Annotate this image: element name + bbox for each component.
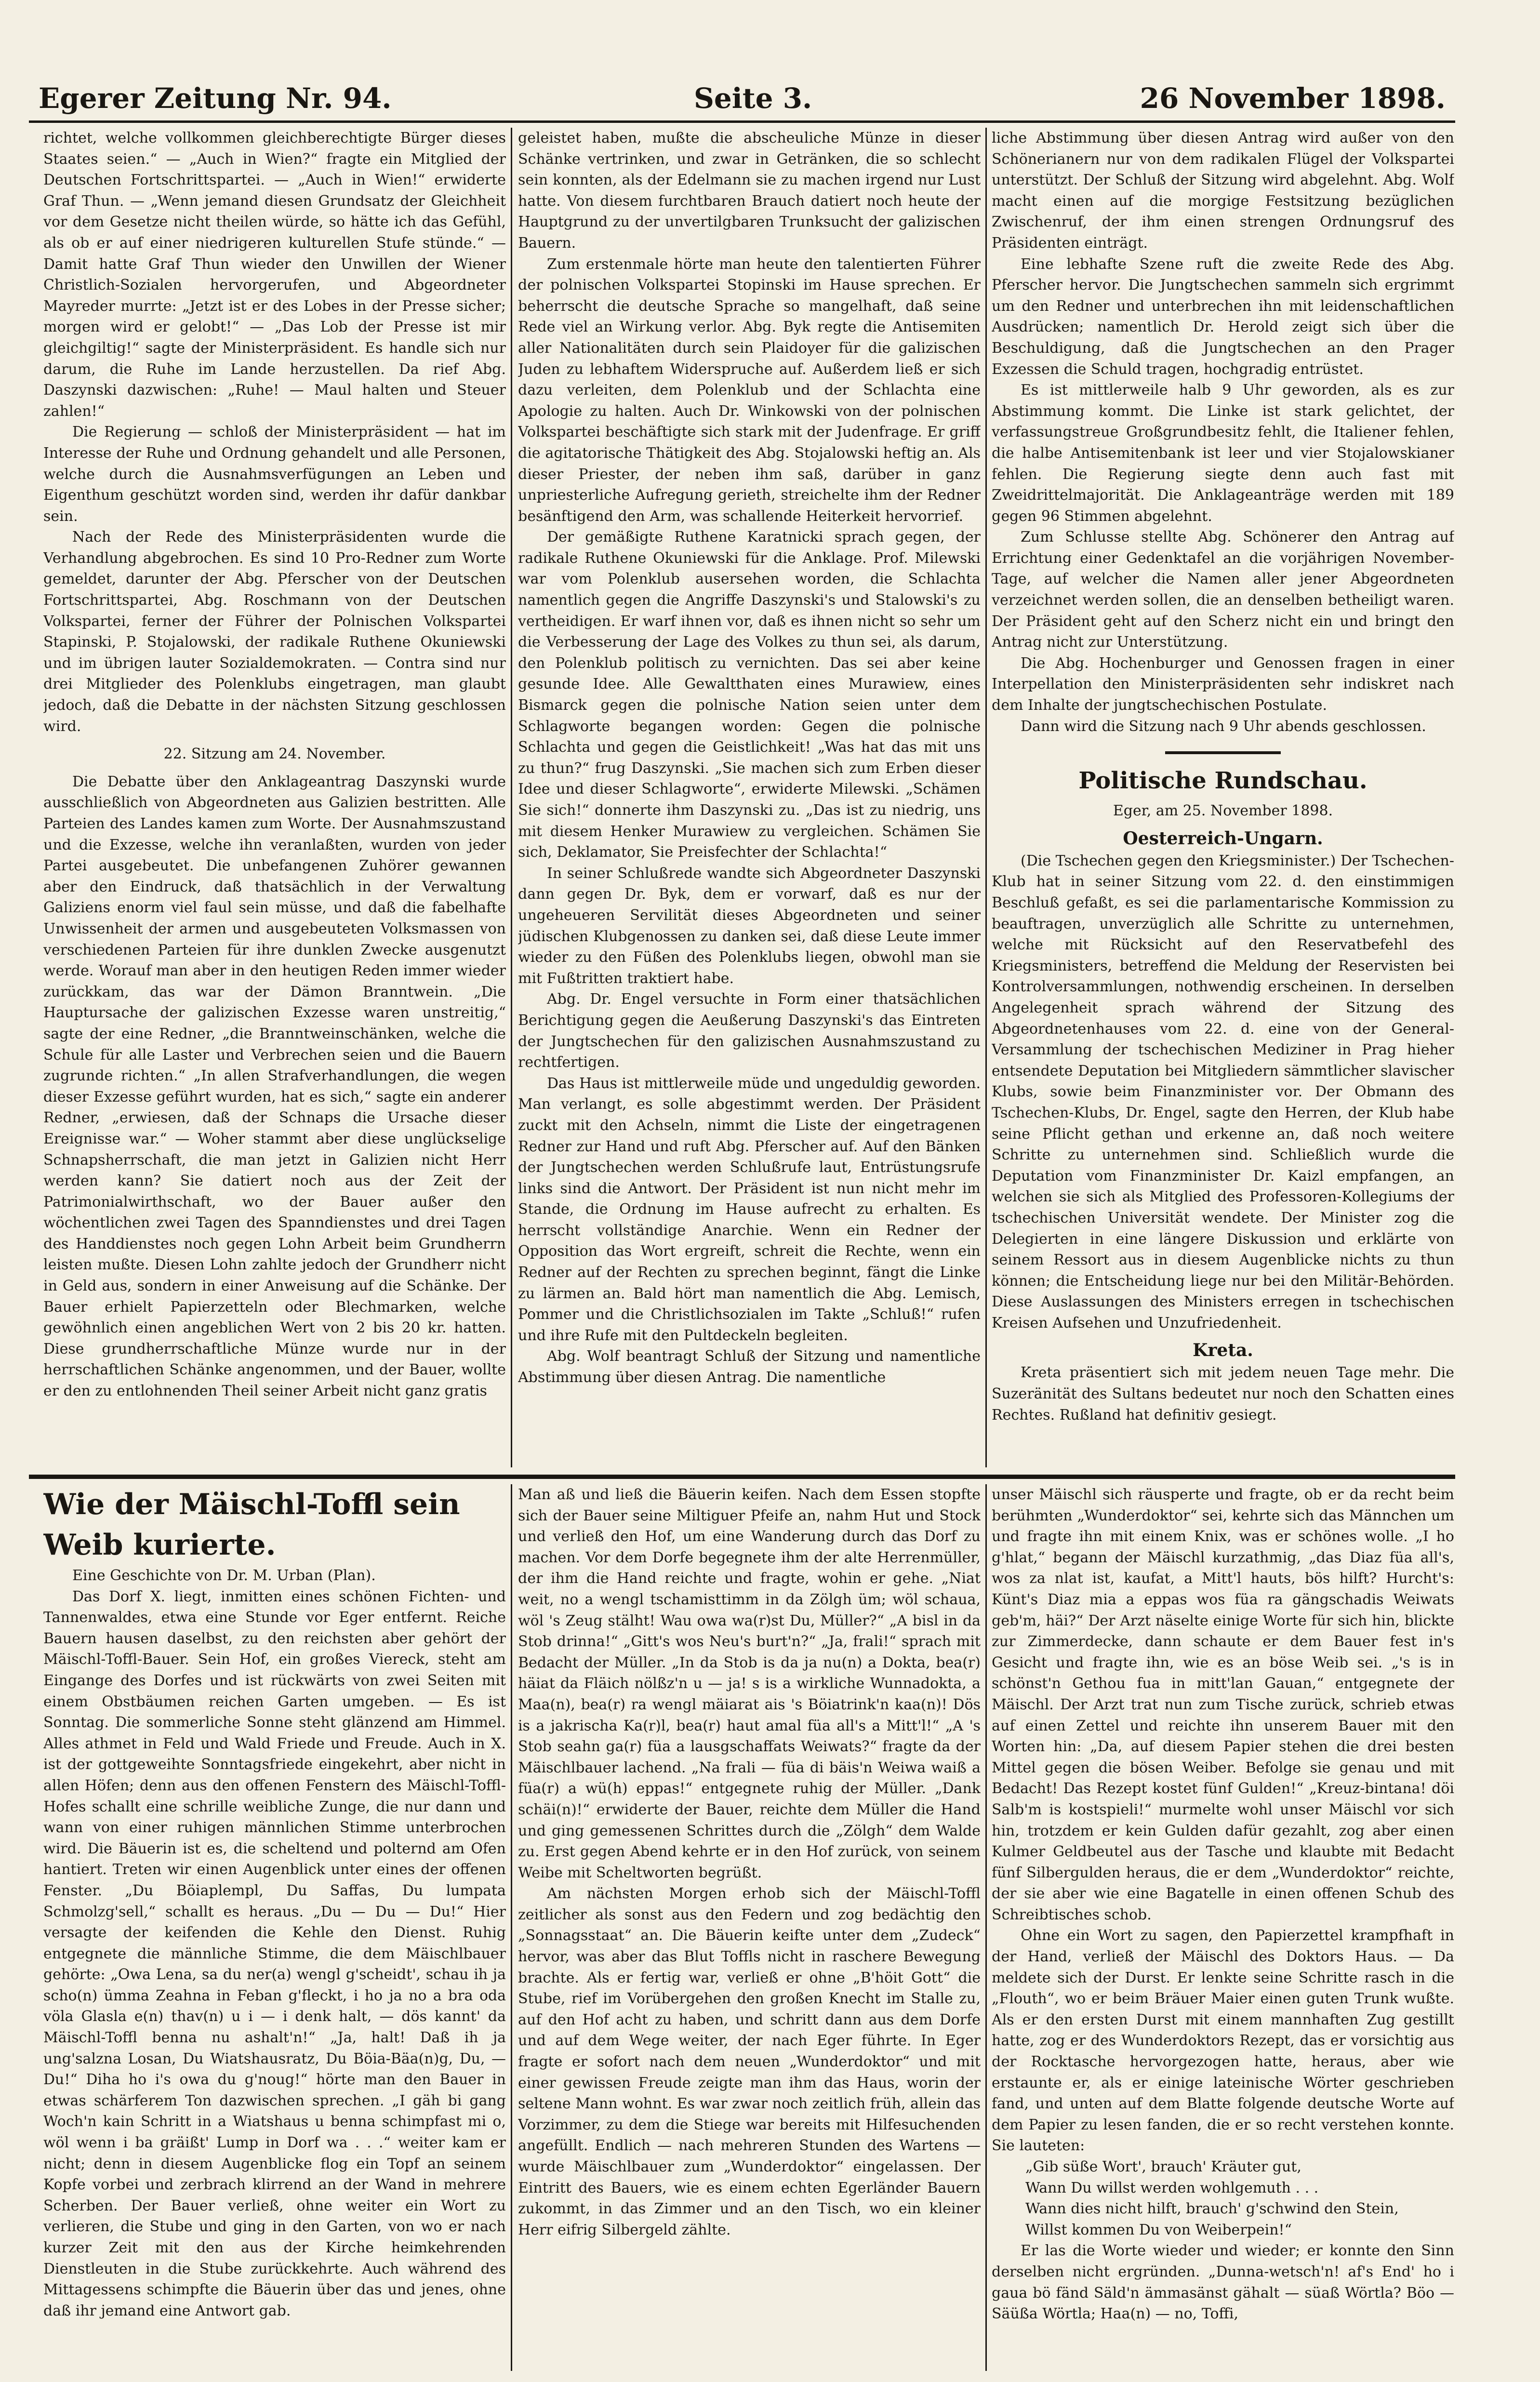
paragraph: Nach der Rede des Ministerpräsidenten wurde die Verhandlung abgebrochen. Es sind 10 Pro-Redner zum Worte gemeldet, darunter der Abg. Pferscher von der Deutschen Fortschrittspartei, Abg. Roschmann von der Deutschen Volkspartei, ferner der Führer der Polnischen Volkspartei Stapinski, P. Stojalowski, der radikale Ruthene Okuniewski und im übrigen lauter Sozialdemokraten. — Contra sind nur drei Mitglieder des Polenklubs eingetragen, man glaubt jedoch, daß die Debatte in der nächsten Sitzung geschlossen wird. <box>43 529 506 735</box>
story-title: Wie der Mäischl-Toffl sein Weib kurierte. <box>43 1488 460 1562</box>
paragraph: Die Abg. Hochenburger und Genossen fragen in einer Interpellation den Ministerpräsidenten sehr indiskret nach dem Inhalte der jungtschechischen Postulate. <box>992 654 1454 714</box>
column-divider <box>985 128 987 1467</box>
paragraph: In seiner Schlußrede wandte sich Abgeordneter Daszynski dann gegen Dr. Byk, dem er vorwarf, daß es nur der ungeheueren Servilität dieses Abgeordneten und seiner jüdischen Klubgenossen zu danken sei, daß diese Leute immer wieder zu den Füßen des Polenklubs liegen, obwohl man sie mit Fußtritten traktiert habe. <box>518 865 981 987</box>
paragraph: Am nächsten Morgen erhob sich der Mäischl-Toffl zeitlicher als sonst aus den Federn und zog bedächtig den „Sonnagsstaat“ an. Die Bäuerin keifte unter dem „Zudeck“ hervor, was aber das Blut Toffls nicht in raschere Bewegung brachte. Als er fertig war, verließ er ohne „B'höit Gott“ die Stube, rief im Vorübergehen den großen Knecht im Stalle zu, auf den Hof acht zu haben, und schritt dann aus dem Dorfe und auf dem Wege weiter, der nach Eger führte. In Eger fragte er sofort nach dem neuen „Wunderdoktor“ und mit einer gewissen Freude zeigte man ihm das Haus, worin der seltene Mann wohnt. Es war zwar noch zeitlich früh, allein das Vorzimmer, zu dem die Stiege war bereits mit Hilfesuchenden angefüllt. Endlich — nach mehreren Stunden des Wartens — wurde Mäischlbauer zum „Wunderdoktor“ eingelassen. Der Eintritt des Bauers, wie es einem echten Egerländer Bauern zukommt, in das Zimmer und an den Tisch, wo ein kleiner Herr eifrig Silbergeld zählte. <box>518 1885 981 2238</box>
paragraph: Kreta präsentiert sich mit jedem neuen Tage mehr. Die Suzeränität des Sultans bedeutet nur noch den Schatten eines Rechtes. Rußland hat definitiv gesiegt. <box>992 1364 1454 1424</box>
paragraph: Man aß und ließ die Bäuerin keifen. Nach dem Essen stopfte sich der Bauer seine Miltiguer Pfeife an, nahm Hut und Stock und verließ den Hof, um eine Wanderung durch das Dorf zu machen. Vor dem Dorfe begegnete ihm der alte Herrenmüller, der ihm die Hand reichte und fragte, wohin er gehe. „Niat weit, no a wengl tschamisttimm in da Zölgh üm; wöl schaua, wöl 's Zeug stälht! Wau owa wa(r)st Du, Müller?“ „A bisl in da Stob drinna!“ „Gitt's wos Neu's burt'n?“ „Ja, frali!“ sprach mit Bedacht der Müller. „In da Stob is da ja nu(n) a Dokta, bea(r) häiat da Fläich nölßz'n u — ja! s is a wirkliche Wunnadokta, a Maa(n), bea(r) ra wengl mäiarat ais 's Böiatrink'n kaa(n)! Dös is a jakrischa Ka(r)l, bea(r) haut amal füa all's a Mitt'l!“ „A 's Stob seahn ga(r) füa a lausgschaffats Weiwats?“ fragte da der Mäischlbauer lachend. „Na frali — füa di bäis'n Weiwa waiß a füa(r) a wü(h) eppas!“ entgegnete ruhig der Müller. „Dank schäi(n)!“ erwiderte der Bauer, reichte dem Müller die Hand und ging gemessenen Schrittes durch die „Zölgh“ dem Walde zu. Erst gegen Abend kehrte er in den Hof zurück, von seinem Weibe mit Scheltworten begrüßt. <box>518 1486 981 1881</box>
paragraph: Die Regierung — schloß der Ministerpräsident — hat im Interesse der Ruhe und Ordnung gehandelt und alle Personen, welche durch die Ausnahmsverfügungen an Leben und Eigenthum geschützt worden sind, werden ihr dafür dankbar sein. <box>43 424 506 525</box>
header-date: 26 November 1898. <box>1140 82 1446 115</box>
paragraph: Ohne ein Wort zu sagen, den Papierzettel krampfhaft in der Hand, verließ der Mäischl des Doktors Haus. — Da meldete sich der Durst. Er lenkte seine Schritte rasch in die „Flouth“, wo er beim Bräuer Maier einen guten Trunk wußte. Als er den ersten Durst mit einem mannhaften Zug gestillt hatte, zog er des Wunderdoktors Rezept, das er vorsichtig aus der Rocktasche hervorgezogen hatte, heraus, aber wie erstaunte er, als er einige lateinische Wörter geschrieben fand, und unten auf dem Blatte folgende deutsche Worte auf dem Papier zu lesen fanden, die er so recht verstehen konnte. Sie lauteten: <box>992 1927 1454 2155</box>
verse-line: Wann Du willst werden wohlgemuth . . . <box>1025 2179 1319 2196</box>
section-divider <box>1165 751 1281 754</box>
paragraph: Das Haus ist mittlerweile müde und ungeduldig geworden. Man verlangt, es solle abgestimmt werden. Der Präsident zuckt mit den Achseln, nimmt die Liste der eingetragenen Redner zur Hand und ruft Abg. Pferscher auf. Auf den Bänken der Jungtschechen werden Schlußrufe laut, Entrüstungsrufe links sind die Antwort. Der Präsident ist nun nicht mehr im Stande, die Ordnung im Hause aufrecht zu erhalten. Es herrscht vollständige Anarchie. Wenn ein Redner der Opposition das Wort ergreift, schreit die Rechte, wenn ein Redner auf der Rechten zu sprechen beginnt, fängt die Linke zu lärmen an. Bald hört man namentlich die Abg. Lemisch, Pommer und die Christlichsozialen im Takte „Schluß!“ rufen und ihre Rufe mit den Pultdeckeln begleiten. <box>518 1075 981 1344</box>
paragraph: Zum Schlusse stellte Abg. Schönerer den Antrag auf Errichtung einer Gedenktafel an die vorjährigen November-Tage, auf welcher die Namen aller jener Abgeordneten verzeichnet werden sollen, die an denselben betheiligt waren. Der Präsident geht auf den Scherz nicht ein und bringt den Antrag nicht zur Unterstützung. <box>992 529 1454 651</box>
paragraph: liche Abstimmung über diesen Antrag wird außer von den Schönerianern nur von dem radikalen Flügel der Volkspartei unterstützt. Der Schluß der Sitzung wird abgelehnt. Abg. Wolf macht einen auf die morgige Festsitzung bezüglichen Zwischenruf, der ihm einen strengen Ordnungsruf des Präsidenten einträgt. <box>992 130 1454 252</box>
verse-line: „Gib süße Wort', brauch' Kräuter gut, <box>1025 2158 1301 2175</box>
paragraph: Dann wird die Sitzung nach 9 Uhr abends geschlossen. <box>1021 718 1426 735</box>
story-column-2 <box>518 1484 981 2371</box>
paragraph: Abg. Wolf beantragt Schluß der Sitzung und namentliche Abstimmung über diesen Antrag. Die namentliche <box>518 1348 981 1386</box>
verse-line: Wann dies nicht hilft, brauch' g'schwind den Stein, <box>1025 2200 1399 2218</box>
rundschau-title: Politische Rundschau. <box>1078 767 1367 795</box>
header-rule <box>29 120 1455 123</box>
rundschau-dateline: Eger, am 25. November 1898. <box>1113 802 1333 820</box>
header-newspaper-issue: Egerer Zeitung Nr. 94. <box>39 82 392 115</box>
austria-heading: Oesterreich-Ungarn. <box>1123 828 1323 849</box>
story-subtitle: Eine Geschichte von Dr. M. Urban (Plan). <box>72 1567 376 1584</box>
paragraph: Abg. Dr. Engel versuchte in Form einer thatsächlichen Berichtigung gegen die Aeußerung Daszynski's das Eintreten der Jungtschechen für den galizischen Ausnahmszustand zu rechtfertigen. <box>518 991 981 1071</box>
page-header <box>29 72 1455 116</box>
paragraph: Zum erstenmale hörte man heute den talentierten Führer der polnischen Volkspartei Stopinski im Hause sprechen. Er beherrscht die deutsche Sprache so mangelhaft, daß seine Rede viel an Wirkung verlor. Abg. Byk regte die Antisemiten aller Nationalitäten durch sein Plaidoyer für die galizischen Juden zu lebhaftem Widerspruche auf. Außerdem ließ er sich dazu verleiten, dem Polenklub und der Schlachta eine Apologie zu halten. Auch Dr. Winkowski von der polnischen Volkspartei beschäftigte sich stark mit der Judenfrage. Er griff die agitatorische Thätigkeit des Abg. Stojalowski heftig an. Als dieser Priester, der neben ihm saß, darüber in ganz unpriesterliche Aufregung gerieth, streichelte ihm der Redner besänftigend den Arm, was schallende Heiterkeit hervorrief. <box>518 255 981 525</box>
article-column-2 <box>518 128 981 1467</box>
paragraph: unser Mäischl sich räusperte und fragte, ob er da recht beim berühmten „Wunderdoktor“ sei, kehrte sich das Männchen um und fragte ihn mit einem Knix, was er schönes wolle. „I ho g'hlat,“ begann der Mäischl kurzathmig, „das Diaz füa all's, wos za nlat ist, kaufat, a Mitt'l hauts, bös hilft? Hurcht's: Künt's Diaz mia a eppas wos füa ra gängschadis Weiwats geb'm, häi?“ Der Arzt näselte einige Worte für sich hin, blickte zur Zimmerdecke, dann schaute er dem Bauer fest in's Gesicht und fragte ihn, wie es an böse Weib sei. „'s is in schönst'n Gethou fua in mitt'lan Gauan,“ entgegnete der Mäischl. Der Arzt trat nun zum Tische zurück, schrieb etwas auf einen Zettel und reichte ihn unserem Bauer mit den Worten hin: „Da, auf diesem Papier stehen die drei besten Mittel gegen die bösen Weiber. Befolge sie genau und mit Bedacht! Das Rezept kostet fünf Gulden!“ „Kreuz-bintana! döi Salb'm is kostspieli!“ murmelte wohl unser Mäischl vor sich hin, trotzdem er kein Gulden dafür gezahlt, zog aber einen Kulmer Geldbeutel aus der Tasche und klaubte mit Bedacht fünf Silbergulden heraus, die er dem „Wunderdoktor“ reichte, der sie aber wie eine Bagatelle in einen offenen Schub des Schreibtisches schob. <box>992 1486 1454 1923</box>
column-divider <box>985 1484 987 2371</box>
verse-line: Willst kommen Du von Weiberpein!“ <box>1025 2221 1292 2238</box>
paragraph: Das Dorf X. liegt, inmitten eines schönen Fichten- und Tannenwaldes, etwa eine Stunde vor Eger entfernt. Reiche Bauern hausen daselbst, zu den reichsten aber gehört der Mäischl-Toffl-Bauer. Sein Hof, ein großes Viereck, steht am Eingange des Dorfes und ist rückwärts von zwei Seiten mit einem Obstbäumen reichen Garten umgeben. — Es ist Sonntag. Die sommerliche Sonne steht glänzend am Himmel. Alles athmet in Feld und Wald Friede und Freude. Auch in X. ist der gottgeweihte Sonntagsfriede eingekehrt, aber nicht in allen Höfen; denn aus den offenen Fenstern des Mäischl-Toffl-Hofes schallt eine schrille weibliche Zunge, die nur dann und wann von einer ruhigen männlichen Stimme unterbrochen wird. Die Bäuerin ist es, die scheltend und polternd am Ofen hantiert. Treten wir einen Augenblick unter eines der offenen Fenster. „Du Böiaplempl, Du Saffas, Du lumpata Schmolzg'sell,“ schallt es heraus. „Du — Du — Du!“ Hier versagte der keifenden die Kehle den Dienst. Ruhig entgegnete die männliche Stimme, die dem Mäischlbauer gehörte: „Owa Lena, sa du ner(a) wengl g'scheidt', schau ih ja scho(n) ümma Zeahna in Feban g'fleckt, i ho ja no a bra oda völa Glasla e(n) thav(n) u i — i denk halt, — dös kannt' da Mäischl-Toffl benna nu ashalt'n!“ „Ja, halt! Daß ih ja ung'salzna Losan, Du Wiatshausratz, Du Böia-Bäa(n)g, Du, — Du!“ Diha ho i's owa du g'noug!“ hörte man den Bauer in etwas schärferem Ton dazwischen sprechen. „I gäh bi gang Woch'n kain Schritt in a Wiatshaus u benna schimpfast mi o, wöl wenn i ba gräißt' Lump in Dorf wa . . .“ weiter kam er nicht; denn in diesem Augenblicke flog ein Topf an seinem Kopfe vorbei und zerbrach klirrend an der Wand in mehrere Scherben. Der Bauer verließ, ohne weiter ein Wort zu verlieren, die Stube und ging in den Garten, von wo er nach kurzer Zeit mit den aus der Kirche heimkehrenden Dienstleuten in die Stube zurückkehrte. Auch während des Mittagessens schimpfte die Bäuerin über das und jenes, ohne daß ihr jemand eine Antwort gab. <box>43 1588 506 2319</box>
paragraph: geleistet haben, mußte die abscheuliche Münze in dieser Schänke vertrinken, und zwar in Getränken, die so schlecht sein konnten, als der Edelmann sie zu machen irgend nur Lust hatte. Von diesem furchtbaren Brauch datiert noch heute der Hauptgrund zu der unvertilgbaren Trunksucht der galizischen Bauern. <box>518 130 981 252</box>
article-column-3 <box>992 128 1454 1467</box>
column-divider <box>511 1484 512 2371</box>
story-column-1 <box>43 1484 506 2371</box>
story-column-3 <box>992 1484 1454 2371</box>
paragraph: richtet, welche vollkommen gleichberechtigte Bürger dieses Staates seien.“ — „Auch in Wien?“ fragte ein Mitglied der Deutschen Fortschrittspartei. — „Auch in Wien!“ erwiderte Graf Thun. — „Wenn jemand diesen Grundsatz der Gleichheit vor dem Gesetze nicht theilen würde, so hätte ich das Gefühl, als ob er auf einer niedrigeren kulturellen Stufe stünde.“ — Damit hatte Graf Thun wieder den Unwillen der Wiener Christlich-Sozialen hervorgerufen, und Abgeordneter Mayreder murrte: „Jetzt ist er des Lobes in der Presse sicher; morgen wird er gelobt!“ — „Das Lob der Presse ist mir gleichgiltig!“ sagte der Ministerpräsident. Es handle sich nur darum, die Ruhe im Lande herzustellen. Da rief Abg. Daszynski dazwischen: „Ruhe! — Maul halten und Steuer zahlen!“ <box>43 130 506 420</box>
feuilleton-rule <box>29 1475 1455 1479</box>
paragraph: Die Debatte über den Anklageantrag Daszynski wurde ausschließlich von Abgeordneten aus Galizien bestritten. Alle Parteien des Landes kamen zum Worte. Der Ausnahmszustand und die Exzesse, welche ihn veranlaßten, wurden von jeder Partei ausgebeutet. Die unbefangenen Zuhörer gewannen aber den Eindruck, daß thatsächlich in der Verwaltung Galiziens enorm viel faul sein müsse, und daß die fabelhafte Unwissenheit der armen und ausgebeuteten Volksmassen von verschiedenen Parteien für ihre dunklen Zwecke ausgenutzt werde. Worauf man aber in den heutigen Reden immer wieder zurückkam, das war der Dämon Branntwein. „Die Hauptursache der galizischen Exzesse waren unstreitig,“ sagte der eine Redner, „die Branntweinschänken, welche die Schule für alle Laster und Verbrechen seien und die Bauern zugrunde richten.“ „In allen Strafverhandlungen, die wegen dieser Exzesse geführt wurden, hat es sich,“ sagte ein anderer Redner, „erwiesen, daß der Schnaps die Ursache dieser Ereignisse war.“ — Woher stammt aber diese unglückselige Schnapsherrschaft, die man jetzt in Galizien nicht Herr werden kann? Sie datiert noch aus der Zeit der Patrimonialwirthschaft, wo der Bauer außer den wöchentlichen zwei Tagen des Spanndienstes und drei Tagen des Handdienstes noch gegen Lohn Arbeit beim Grundherrn leisten mußte. Diesen Lohn zahlte jedoch der Grundherr nicht in Geld aus, sondern in einer Anweisung auf die Schänke. Der Bauer erhielt Papierzetteln oder Blechmarken, welche gewöhnlich einen angeblichen Wert von 2 bis 20 kr. hatten. Diese grundherrschaftliche Münze wurde nur in der herrschaftlichen Schänke angenommen, und der Bauer, wollte er den zu entlohnenden Theil seiner Arbeit nicht ganz gratis <box>43 773 506 1400</box>
column-divider <box>511 128 512 1467</box>
kreta-heading: Kreta. <box>1193 1340 1253 1361</box>
article-column-1 <box>43 128 506 1467</box>
paragraph: Es ist mittlerweile halb 9 Uhr geworden, als es zur Abstimmung kommt. Die Linke ist stark gelichtet, der verfassungstreue Großgrundbesitz fehlt, die Italiener fehlen, die halbe Antisemitenbank ist leer und vier Stojalowskianer fehlen. Die Regierung siegte denn auch fast mit Zweidrittelmajorität. Die Anklageanträge werden mit 189 gegen 96 Stimmen abgelehnt. <box>992 382 1454 525</box>
paragraph: Eine lebhafte Szene ruft die zweite Rede des Abg. Pferscher hervor. Die Jungtschechen sammeln sich ergrimmt um den Redner und unterbrechen ihn mit leidenschaftlichen Ausdrücken; namentlich Dr. Herold zeigt sich über die Beschuldigung, daß die Jungtschechen an den Prager Exzessen die Schuld tragen, hochgradig entrüstet. <box>992 255 1454 378</box>
paragraph: Er las die Worte wieder und wieder; er konnte den Sinn derselben nicht ergründen. „Dunna-wetsch'n! af's End' ho i gaua bö fänd Säld'n ämmasänst gähalt — süaß Wörtla? Böo — Säüßa Wörtla; Haa(n) — no, Toffi, <box>992 2242 1454 2323</box>
header-page-number: Seite 3. <box>694 82 812 115</box>
paragraph: (Die Tschechen gegen den Kriegsminister.) Der Tschechen-Klub hat in seiner Sitzung vom 22. d. den einstimmigen Beschluß gefaßt, es sei die parlamentarische Kommission zu beauftragen, unverzüglich alle Schritte zu unternehmen, welche mit Rücksicht auf den Reservatbefehl des Kriegsministers, betreffend die Meldung der Reservisten bei Kontrolversammlungen, nothwendig erscheinen. In derselben Angelegenheit sprach während der Sitzung des Abgeordnetenhauses vom 22. d. eine von der General-Versammlung der tschechischen Mediziner in Prag hieher entsendete Deputation bei Mitgliedern sämmtlicher slavischer Klubs, sowie beim Finanzminister vor. Der Obmann des Tschechen-Klubs, Dr. Engel, sagte den Herren, der Klub habe seine Pflicht gethan und erkenne an, daß noch weitere Schritte zu unternehmen sind. Schließlich wurde die Deputation vom Finanzminister Dr. Kaizl empfangen, an welchen sie sich als Mitglied des Professoren-Kollegiums der tschechischen Universität wendete. Der Minister zog die Delegierten in eine längere Diskussion und erklärte von seinem Ressort aus in diesem Augenblicke nichts zu thun können; die Entscheidung liege nur bei den Militär-Behörden. Diese Auslassungen des Ministers erregen in tschechischen Kreisen Aufsehen und Unzufriedenheit. <box>992 852 1454 1331</box>
session-heading: 22. Sitzung am 24. November. <box>163 745 386 763</box>
paragraph: Der gemäßigte Ruthene Karatnicki sprach gegen, der radikale Ruthene Okuniewski für die Anklage. Prof. Milewski war vom Polenklub ausersehen worden, die Schlachta namentlich gegen die Angriffe Daszynski's und Stalowski's zu vertheidigen. Er warf ihnen vor, daß es ihnen nicht so sehr um die Verbesserung der Lage des Volkes zu thun sei, als darum, den Polenklub politisch zu vernichten. Das sei aber keine gesunde Idee. Alle Gewaltthaten eines Murawiew, eines Bismarck gegen die polnische Nation seien unter dem Schlagworte begangen worden: Gegen die polnische Schlachta und gegen die Geistlichkeit! „Was hat das mit uns zu thun?“ frug Daszynski. „Sie machen sich zum Erben dieser Idee und dieser Schlagworte“, erwiderte Milewski. „Schämen Sie sich!“ donnerte ihm Daszynski zu. „Das ist zu niedrig, uns mit diesem Henker Murawiew zu vergleichen. Schämen Sie sich, Deklamator, Sie Preisfechter der Schlachta!“ <box>518 529 981 861</box>
